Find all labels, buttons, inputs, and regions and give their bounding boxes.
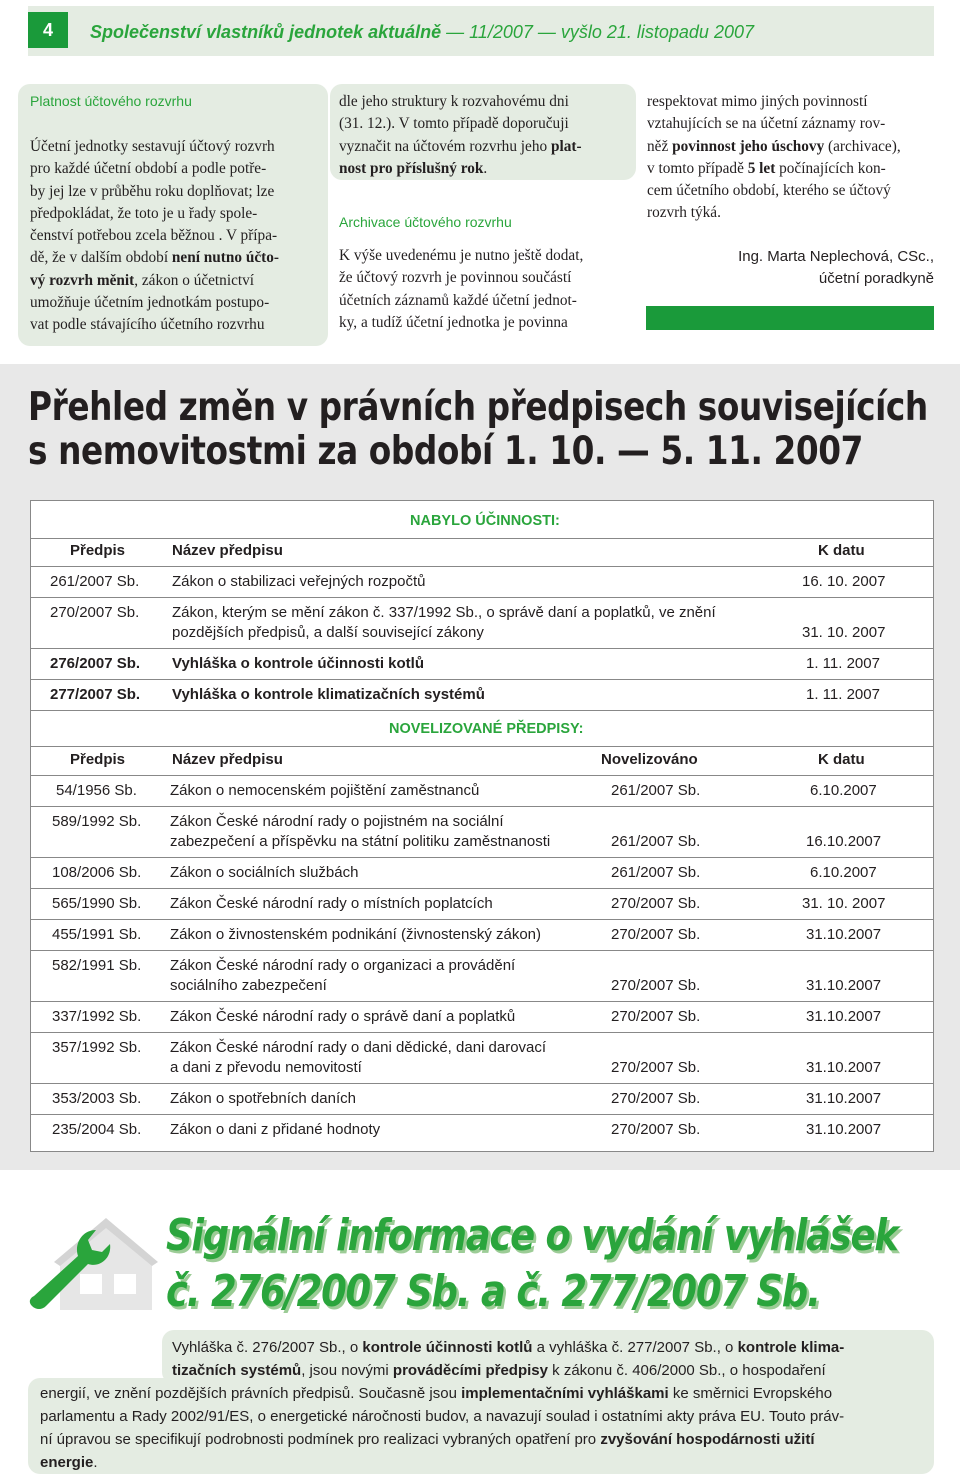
text-span: v tomto případě — [647, 159, 748, 177]
text-line: rozvrh týká. — [647, 204, 721, 222]
divider — [30, 566, 934, 567]
table-cell-reg: 276/2007 Sb. — [50, 655, 141, 672]
table-cell-name: Zákon o stabilizaci veřejných rozpočtů — [172, 573, 426, 590]
table-cell-name: Zákon o živnostenském podnikání (živnostenský zákon) — [170, 926, 542, 943]
col-header-regulation: Předpis — [70, 751, 126, 768]
text-line: předpokládat, že toto je u řady spole- — [30, 204, 258, 222]
table-cell-reg: 565/1990 Sb. — [52, 895, 142, 912]
text-line: by jej lze v průběhu roku doplňovat; lze — [30, 182, 275, 200]
divider — [30, 775, 934, 776]
article1-col1 — [30, 136, 318, 337]
col-header-date: K datu — [818, 542, 865, 559]
table-cell-name: zabezpečení a příspěvku na státní politiku zaměstnanosti — [170, 833, 551, 850]
text-line: (31. 12.). V tomto případě doporučuji — [339, 115, 569, 133]
divider — [30, 1083, 934, 1084]
text-line: umožňuje účetním jednotkám postupo- — [30, 294, 270, 312]
text-span: ní úpravou se specifikují podrobnosti podmínek pro realizaci vybraných opatření pro — [40, 1431, 601, 1448]
table-cell-amended: 261/2007 Sb. — [611, 833, 701, 850]
section2-title: NOVELIZOVANÉ PŘEDPISY: — [389, 721, 584, 737]
table-cell-name: Vyhláška o kontrole účinnosti kotlů — [172, 655, 424, 672]
signal-title — [166, 1208, 898, 1320]
article2-col3 — [647, 91, 935, 225]
signal-text-line — [40, 1382, 924, 1405]
title-line: s nemovitostmi za období 1. 10. — 5. 11. 2007 — [28, 429, 863, 474]
signal-text-line — [172, 1359, 924, 1382]
author-name: Ing. Marta Neplechová, CSc., — [738, 248, 934, 265]
divider — [30, 888, 934, 889]
text-span: počínajících kon- — [775, 159, 886, 177]
title-line: č. 276/2007 Sb. a č. 277/2007 Sb. — [166, 1266, 820, 1317]
table-cell-reg: 235/2004 Sb. — [52, 1121, 142, 1138]
signal-text-line — [40, 1451, 924, 1474]
table-cell-date: 6.10.2007 — [810, 782, 877, 799]
header-title — [90, 22, 754, 43]
table-cell-reg: 353/2003 Sb. — [52, 1090, 142, 1107]
text-line: Účetní jednotky sestavují účtový rozvrh — [30, 138, 275, 155]
bold-span: implementačními vyhláškami — [461, 1385, 669, 1402]
col-header-date: K datu — [818, 751, 865, 768]
divider — [30, 1114, 934, 1115]
title-line: Přehled změn v právních předpisech souvisejících — [28, 385, 928, 430]
table-cell-amended: 270/2007 Sb. — [611, 1121, 701, 1138]
table-cell-name: Zákon České národní rady o organizaci a provádění — [170, 957, 516, 974]
text-line — [339, 136, 626, 158]
green-divider-bar — [646, 306, 934, 330]
table-cell-date: 31.10.2007 — [806, 1059, 882, 1076]
table-cell-date: 16.10.2007 — [806, 833, 882, 850]
article1-title: Platnost účtového rozvrhu — [30, 93, 192, 109]
bold-span: není nutno účto- — [171, 249, 280, 267]
table-cell-amended: 270/2007 Sb. — [611, 1090, 701, 1107]
col-header-name: Název předpisu — [172, 751, 283, 768]
text-line: respektovat mimo jiných povinností — [647, 93, 868, 110]
signal-text-line — [40, 1428, 924, 1451]
table-cell-name: Zákon o sociálních službách — [170, 864, 359, 881]
table-cell-date: 31. 10. 2007 — [802, 895, 886, 912]
divider — [30, 806, 934, 807]
text-span: , jsou novými — [301, 1362, 393, 1379]
bold-span: plat- — [550, 137, 582, 155]
divider — [30, 710, 934, 711]
text-span: Vyhláška č. 276/2007 Sb., o — [172, 1339, 363, 1356]
text-line — [647, 136, 935, 158]
text-line — [30, 247, 318, 269]
table-cell-date: 31.10.2007 — [806, 1090, 882, 1107]
table-cell-reg: 54/1956 Sb. — [56, 782, 137, 799]
author-role: účetní poradkyně — [818, 270, 934, 287]
section1-title: NABYLO ÚČINNOSTI: — [410, 513, 560, 529]
table-cell-date: 1. 11. 2007 — [806, 686, 880, 703]
divider — [30, 857, 934, 858]
table-cell-date: 1. 11. 2007 — [806, 655, 880, 672]
text-line — [339, 158, 626, 180]
table-cell-date: 6.10.2007 — [810, 864, 877, 881]
table-cell-date: 31.10.2007 — [806, 926, 882, 943]
text-line: že účtový rozvrh je povinnou součástí — [339, 269, 572, 287]
bold-span: energie — [40, 1454, 94, 1471]
bold-span: kontrole klima- — [737, 1339, 845, 1356]
magazine-name: Společenství vlastníků jednotek aktuálně — [90, 22, 442, 42]
table-cell-amended: 270/2007 Sb. — [611, 1059, 701, 1076]
bold-span: kontrole účinnosti kotlů — [362, 1339, 533, 1356]
text-span: energií, ve znění pozdějších právních předpisů. Současně jsou — [40, 1385, 462, 1402]
col-header-name: Název předpisu — [172, 542, 283, 559]
divider — [30, 919, 934, 920]
text-line: cem účetního období, kterého se účtový — [647, 182, 891, 200]
text-line: dle jeho struktury k rozvahovému dni — [339, 93, 569, 110]
text-span: , zákon o účetnictví — [134, 271, 255, 289]
author-signature — [738, 246, 934, 290]
signal-text-line — [172, 1336, 924, 1359]
table-cell-reg: 337/1992 Sb. — [52, 1008, 142, 1025]
table-cell-name: Zákon, kterým se mění zákon č. 337/1992 Sb., o správě daní a poplatků, ve znění — [172, 604, 716, 621]
table-cell-amended: 270/2007 Sb. — [611, 977, 701, 994]
text-line — [647, 158, 935, 180]
wrench-house-icon — [20, 1200, 170, 1330]
text-span: dě, že v dalším období — [30, 249, 172, 267]
col-header-amended: Novelizováno — [601, 751, 698, 768]
text-line: ky, a tudíž účetní jednotka je povinna — [339, 313, 568, 331]
table-cell-reg: 357/1992 Sb. — [52, 1039, 142, 1056]
table-cell-name: Zákon České národní rady o dani dědické, dani darovací — [170, 1039, 547, 1056]
text-span: vyznačit na účtovém rozvrhu jeho — [339, 137, 551, 155]
table-cell-amended: 261/2007 Sb. — [611, 782, 701, 799]
table-cell-date: 31.10.2007 — [806, 977, 882, 994]
text-span: něž — [647, 137, 673, 155]
divider — [30, 648, 934, 649]
table-cell-reg: 582/1991 Sb. — [52, 957, 142, 974]
signal-text-line: parlamentu a Rady 2002/91/ES, o energetické náročnosti budov, a navazují soulad i ostatními akty práva EU. Touto práv- — [40, 1408, 845, 1425]
divider — [30, 597, 934, 598]
table-cell-name: sociálního zabezpečení — [170, 977, 327, 994]
issue-info: — 11/2007 — vyšlo 21. listopadu 2007 — [441, 22, 754, 42]
table-cell-name: Zákon o nemocenském pojištění zaměstnanců — [170, 782, 480, 799]
divider — [30, 950, 934, 951]
table-cell-name: Zákon o dani z přidané hodnoty — [170, 1121, 381, 1138]
table-cell-reg: 455/1991 Sb. — [52, 926, 142, 943]
table-cell-amended: 270/2007 Sb. — [611, 895, 701, 912]
bold-span: vý rozvrh měnit — [30, 271, 135, 289]
text-line: K výše uvedenému je nutno ještě dodat, — [339, 247, 584, 264]
text-span: ke směrnici Evropského — [668, 1385, 833, 1402]
table-cell-name: Zákon České národní rady o správě daní a poplatků — [170, 1008, 516, 1025]
table-cell-reg: 589/1992 Sb. — [52, 813, 142, 830]
bold-span: povinnost jeho úschovy — [672, 137, 825, 155]
col-header-regulation: Předpis — [70, 542, 126, 559]
divider — [30, 1032, 934, 1033]
text-line: účetních záznamů každé účetní jednot- — [339, 291, 577, 309]
article1-col2 — [339, 91, 626, 180]
text-line: čenství potřebou zcela běžnou . V přípa- — [30, 227, 278, 245]
table-cell-reg: 108/2006 Sb. — [52, 864, 142, 881]
text-line: pro každé účetní období a podle potře- — [30, 160, 267, 178]
table-cell-reg: 277/2007 Sb. — [50, 686, 141, 703]
table-cell-date: 31. 10. 2007 — [802, 624, 886, 641]
table-cell-amended: 270/2007 Sb. — [611, 1008, 701, 1025]
table-cell-name: Vyhláška o kontrole klimatizačních systémů — [172, 686, 485, 703]
article2-title: Archivace účtového rozvrhu — [339, 214, 512, 230]
text-line: vat podle stávajícího účetního rozvrhu — [30, 316, 265, 334]
text-span: a vyhláška č. 277/2007 Sb., o — [532, 1339, 738, 1356]
title-line: Signální informace o vydání vyhlášek — [166, 1210, 898, 1261]
divider — [30, 1001, 934, 1002]
bold-span: 5 let — [747, 159, 776, 177]
table-cell-reg: 270/2007 Sb. — [50, 604, 140, 621]
table-cell-name: pozdějších předpisů, a další související zákony — [172, 624, 484, 641]
table-cell-name: Zákon České národní rady o pojistném na sociální — [170, 813, 504, 830]
divider — [30, 746, 934, 747]
text-span: . — [483, 159, 488, 177]
table-cell-date: 31.10.2007 — [806, 1121, 882, 1138]
table-cell-amended: 270/2007 Sb. — [611, 926, 701, 943]
article2-col2 — [339, 245, 626, 334]
table-cell-name: Zákon o spotřebních daních — [170, 1090, 356, 1107]
divider — [30, 538, 934, 539]
overview-title — [28, 386, 928, 474]
bold-span: tizačních systémů — [172, 1362, 302, 1379]
table-cell-name: Zákon České národní rady o místních poplatcích — [170, 895, 493, 912]
text-line: vztahujících se na účetní záznamy rov- — [647, 115, 886, 133]
text-line — [30, 270, 318, 292]
table-cell-date: 31.10.2007 — [806, 1008, 882, 1025]
page-number: 4 — [28, 12, 68, 48]
table-cell-date: 16. 10. 2007 — [802, 573, 886, 590]
divider — [30, 679, 934, 680]
table-cell-reg: 261/2007 Sb. — [50, 573, 140, 590]
text-span: (archivace), — [824, 137, 901, 155]
table-cell-name: a dani z převodu nemovitostí — [170, 1059, 362, 1076]
bold-span: prováděcími předpisy — [392, 1362, 548, 1379]
text-span: . — [93, 1454, 98, 1471]
table-cell-amended: 261/2007 Sb. — [611, 864, 701, 881]
bold-span: nost pro příslušný rok — [339, 159, 484, 177]
text-span: k zákonu č. 406/2000 Sb., o hospodaření — [547, 1362, 826, 1379]
bold-span: zvyšování hospodárnosti užití — [600, 1431, 815, 1448]
